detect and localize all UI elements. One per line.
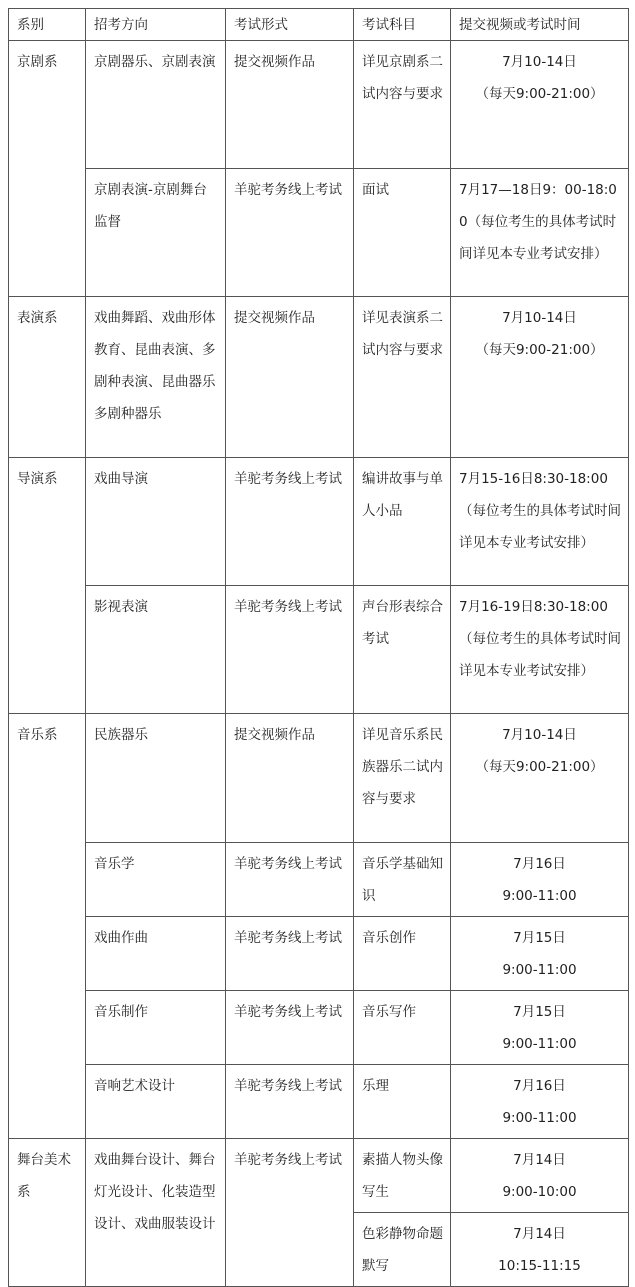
subject-cell: 详见音乐系民族器乐二试内容与要求 [354,714,451,843]
time-cell [451,991,629,1065]
form-cell: 提交视频作品 [226,714,354,843]
time-cell [451,843,629,917]
table-row [9,169,629,297]
time-cell [451,1065,629,1139]
direction-cell: 戏曲舞台设计、舞台灯光设计、化装造型设计、戏曲服装设计 [86,1139,226,1287]
time-line: （每天9:00-21:00） [475,86,604,102]
form-cell: 羊驼考务线上考试 [226,586,354,714]
direction-cell: 音乐学 [86,843,226,917]
form-cell: 羊驼考务线上考试 [226,843,354,917]
header-subject: 考试科目 [354,9,451,41]
direction-cell: 戏曲舞蹈、戏曲形体教育、昆曲表演、多剧种表演、昆曲器乐多剧种器乐 [86,297,226,458]
table-row [9,917,629,991]
time-line: 9:00-11:00 [502,888,577,904]
dept-cell: 表演系 [9,297,86,458]
form-cell: 羊驼考务线上考试 [226,458,354,586]
time-cell [451,1139,629,1213]
table-row [9,991,629,1065]
table-row [9,458,629,586]
dept-cell: 导演系 [9,458,86,714]
time-line: 7月15日 [513,930,566,946]
time-cell [451,917,629,991]
dept-cell: 京剧系 [9,41,86,297]
table-row [9,1139,629,1213]
table-row [9,843,629,917]
subject-cell: 音乐创作 [354,917,451,991]
subject-cell: 乐理 [354,1065,451,1139]
time-line: 9:00-11:00 [502,1110,577,1126]
time-cell [451,714,629,843]
form-cell: 羊驼考务线上考试 [226,917,354,991]
time-cell: 7月17—18日9：00-18:00（每位考生的具体考试时间详见本专业考试安排） [451,169,629,297]
direction-cell: 影视表演 [86,586,226,714]
dept-cell: 舞台美术系 [9,1139,86,1287]
header-form: 考试形式 [226,9,354,41]
form-cell: 羊驼考务线上考试 [226,169,354,297]
table-row [9,714,629,843]
direction-cell: 音乐制作 [86,991,226,1065]
direction-cell: 戏曲导演 [86,458,226,586]
time-line: 7月15日 [513,1004,566,1020]
form-cell: 羊驼考务线上考试 [226,991,354,1065]
header-dept: 系别 [9,9,86,41]
time-line: 7月10-14日 [502,54,577,70]
time-line: 7月10-14日 [502,310,577,326]
time-line: 9:00-10:00 [502,1184,577,1200]
subject-cell: 色彩静物命题默写 [354,1213,451,1287]
time-line: 7月14日 [513,1152,566,1168]
header-direction: 招考方向 [86,9,226,41]
time-line: 7月10-14日 [502,727,577,743]
time-line: （每天9:00-21:00） [475,342,604,358]
direction-cell: 音响艺术设计 [86,1065,226,1139]
form-cell: 提交视频作品 [226,41,354,169]
time-cell [451,1213,629,1287]
direction-cell: 戏曲作曲 [86,917,226,991]
subject-cell: 面试 [354,169,451,297]
form-cell: 提交视频作品 [226,297,354,458]
subject-cell: 音乐学基础知识 [354,843,451,917]
table-row [9,41,629,169]
time-line: 7月16日 [513,1078,566,1094]
time-cell: 7月15-16日8:30-18:00（每位考生的具体考试时间详见本专业考试安排） [451,458,629,586]
exam-schedule-table [8,8,629,1287]
direction-cell: 京剧表演-京剧舞台监督 [86,169,226,297]
time-line: 9:00-11:00 [502,962,577,978]
time-line: 10:15-11:15 [498,1258,581,1274]
header-time: 提交视频或考试时间 [451,9,629,41]
time-cell [451,41,629,169]
time-line: 9:00-11:00 [502,1036,577,1052]
table-row [9,297,629,458]
header-row [9,9,629,41]
dept-cell: 音乐系 [9,714,86,1139]
subject-cell: 详见京剧系二试内容与要求 [354,41,451,169]
table-row [9,1065,629,1139]
time-line: 7月14日 [513,1226,566,1242]
time-cell: 7月16-19日8:30-18:00（每位考生的具体考试时间详见本专业考试安排） [451,586,629,714]
subject-cell: 详见表演系二试内容与要求 [354,297,451,458]
table-row [9,586,629,714]
time-cell [451,297,629,458]
subject-cell: 素描人物头像写生 [354,1139,451,1213]
subject-cell: 声台形表综合考试 [354,586,451,714]
direction-cell: 京剧器乐、京剧表演 [86,41,226,169]
direction-cell: 民族器乐 [86,714,226,843]
time-line: （每天9:00-21:00） [475,759,604,775]
form-cell: 羊驼考务线上考试 [226,1065,354,1139]
time-line: 7月16日 [513,856,566,872]
subject-cell: 编讲故事与单人小品 [354,458,451,586]
form-cell: 羊驼考务线上考试 [226,1139,354,1287]
subject-cell: 音乐写作 [354,991,451,1065]
